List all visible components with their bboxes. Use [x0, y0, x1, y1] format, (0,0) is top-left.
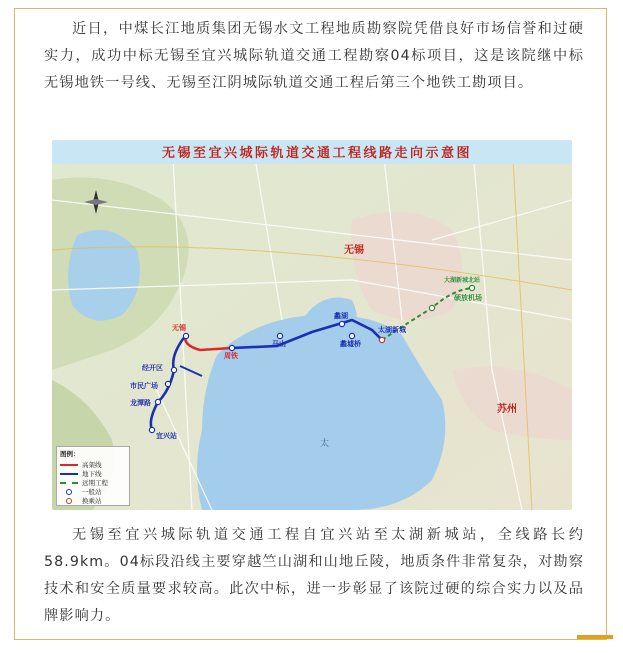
station-label-yixing: 宜兴站 — [156, 432, 177, 440]
legend-title: 图例： — [60, 450, 80, 458]
station-label-development-zone: 经开区 — [142, 364, 163, 372]
lake-label: 太 — [320, 439, 330, 449]
city-label-suzhou: 苏州 — [497, 404, 517, 415]
city-label-wuxi: 无锡 — [344, 245, 364, 256]
map-legend — [56, 446, 130, 506]
legend-swatch-transfer — [66, 498, 72, 504]
station-lixu-bridge — [349, 333, 354, 338]
station-label-mashan: 马山 — [272, 340, 286, 348]
station-shuofang-airport — [469, 285, 474, 290]
legend-label-underground: 地下线 — [82, 470, 102, 478]
legend-swatch-underground — [60, 473, 78, 475]
station-label-shuofang-airport: 硕放机场 — [454, 294, 482, 302]
station-label-lixu-bridge: 蠡墟桥 — [340, 340, 361, 348]
station-taihu-new-city — [379, 337, 384, 342]
article-paragraph-details: 无锡至宜兴城际轨道交通工程自宜兴站至太湖新城站，全线路长约58.9km。04标段沿线主要穿越竺山湖和山地丘陵，地质条件非常复杂，对勘察技术和安全质量要求较高。此次中标，进一步彰显了该院过硬的综合实力以及品牌影响力。 — [44, 527, 584, 624]
station-label-zhoutie: 周铁 — [224, 352, 238, 360]
station-label-wuxi: 无锡 — [172, 324, 186, 332]
route-map-image — [52, 140, 572, 510]
station-label-taihu-new-city: 太湖新城 — [378, 326, 406, 334]
station-yixing — [149, 427, 154, 432]
station-development-zone — [171, 367, 176, 372]
map-title: 无锡至宜兴城际轨道交通工程线路走向示意图 — [161, 146, 473, 161]
station-mashan — [277, 333, 282, 338]
station-civic-plaza — [165, 381, 170, 386]
station-zhoutie — [229, 345, 234, 350]
legend-swatch-future — [60, 482, 78, 484]
legend-row-transfer — [60, 496, 126, 505]
frame-accent-bar — [577, 635, 613, 639]
legend-label-elevated: 高架线 — [82, 461, 102, 469]
station-wuxi — [183, 333, 188, 338]
station-label-civic-plaza: 市民广场 — [130, 382, 158, 390]
station-lihu — [339, 321, 344, 326]
station-label-lihu: 蠡湖 — [334, 312, 348, 320]
legend-label-future: 远期工程 — [82, 479, 108, 487]
route-map-drawing — [52, 140, 572, 510]
legend-row-elevated — [60, 460, 126, 469]
legend-row-underground — [60, 469, 126, 478]
station-label-taihu-new-city-north: 大湖新城北站 — [444, 277, 481, 284]
legend-label-transfer: 换乘站 — [82, 497, 102, 505]
legend-row-future — [60, 478, 126, 487]
legend-label-station: 一般站 — [82, 488, 102, 496]
legend-row-station — [60, 487, 126, 496]
legend-swatch-elevated — [60, 464, 78, 466]
article-paragraph-intro: 近日，中煤长江地质集团无锡水文工程地质勘察院凭借良好市场信誉和过硬实力，成功中标无锡至宜兴城际轨道交通工程勘察04标项目，这是该院继中标无锡地铁一号线、无锡至江阴城际轨道交通工程后第三个地铁工勘项目。 — [44, 21, 584, 91]
station-longtan-road — [155, 399, 160, 404]
station-taihu-new-city-north — [429, 305, 434, 310]
station-label-longtan-road: 龙潭路 — [130, 399, 151, 407]
legend-swatch-station — [66, 489, 72, 495]
